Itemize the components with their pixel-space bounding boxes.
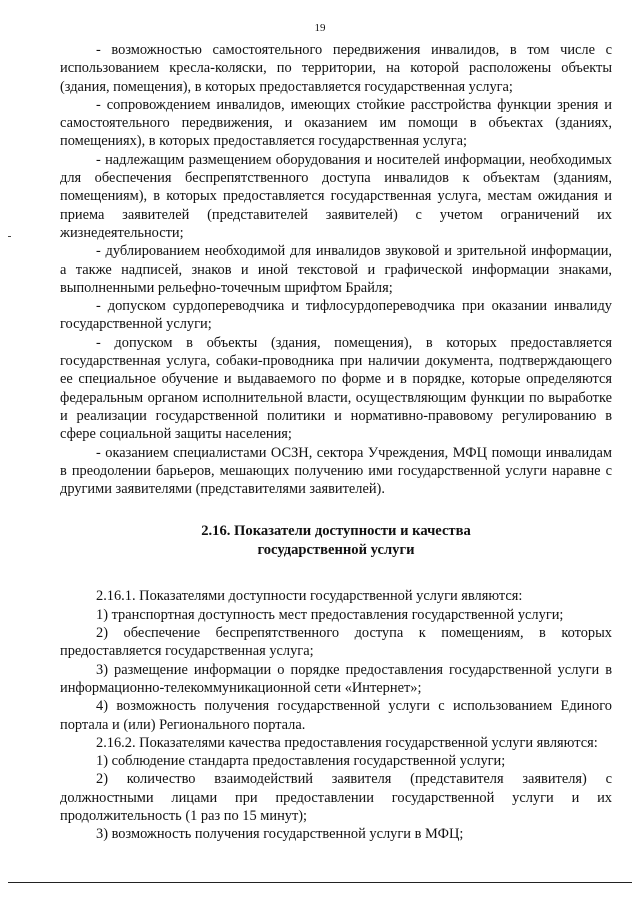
paragraph: 2) количество взаимодействий заявителя (представителя заявителя) с должностными лицами при предоставлении государственной услуги и их продолжительность (1 раз по 15 минут); [60,771,612,824]
paragraph: 3) размещение информации о порядке предоставления государственной услуги в информационно-телекоммуникационной сети «Интернет»; [60,661,612,696]
list-item: - сопровождением инвалидов, имеющих стойкие расстройства функции зрения и самостоятельного передвижения, и оказанием им помощи в объектах (зданиях, помещениях), в которых предоставляется государственная услуга; [60,96,612,150]
document-body [60,41,612,844]
paragraph: 1) соблюдение стандарта предоставления государственной услуги; [96,753,506,770]
list-item: - допуском сурдопереводчика и тифлосурдопереводчика при оказании инвалиду государственной услуги; [60,298,612,333]
paragraph: 1) транспортная доступность мест предоставления государственной услуги; [96,606,564,623]
list-item: - возможностью самостоятельного передвижения инвалидов, в том числе с использованием кресла-коляски, по территории, на которой расположены объекты (здания, помещения), в которых предоставляется государственная услуга; [60,42,612,95]
page-number: 19 [314,22,326,34]
paragraph: 2) обеспечение беспрепятственного доступа к помещениям, в которых предоставляется государственная услуга; [60,625,612,660]
page-bottom-rule [8,882,632,883]
list-item: - оказанием специалистами ОСЗН, сектора Учреждения, МФЦ помощи инвалидам в преодолении барьеров, мешающих получению ими государственной услуги наравне с другими заявителями (представителями заявителей). [60,444,612,498]
margin-mark [8,236,11,237]
section-heading [60,522,612,559]
paragraph: 4) возможность получения государственной услуги с использованием Единого портала и (или) Регионального портала. [60,698,612,733]
paragraph: 2.16.2. Показателями качества предоставления государственной услуги являются: [96,734,598,751]
list-item: - надлежащим размещением оборудования и носителей информации, необходимых для обеспечения беспрепятственного доступа инвалидов к объектам (зданиям, помещениям), в которых предоставляется государственная услуга, местам ожидания и приема заявителей (представителей заявителей) с учетом ограничений их жизнедеятельности; [60,151,612,241]
list-item: - дублированием необходимой для инвалидов звуковой и зрительной информации, а также надписей, знаков и иной текстовой и графической информации знаками, выполненными рельефно-точечным шрифтом Брайля; [60,243,612,296]
paragraph: 2.16.1. Показателями доступности государственной услуги являются: [96,588,523,605]
section-heading-line2: государственной услуги [257,541,415,558]
section-heading-line1: 2.16. Показатели доступности и качества [201,523,471,540]
list-item: - допуском в объекты (здания, помещения), в которых предоставляется государственная услуга, собаки-проводника при наличии документа, подтверждающего ее специальное обучение и выдаваемого по форме и в порядке, которые определяются федеральным органом исполнительной власти, осуществляющим функции по выработке и реализации государственной политики и нормативно-правовому регулированию в сфере социальной защиты населения; [60,334,612,443]
paragraph: 3) возможность получения государственной услуги в МФЦ; [96,826,464,843]
